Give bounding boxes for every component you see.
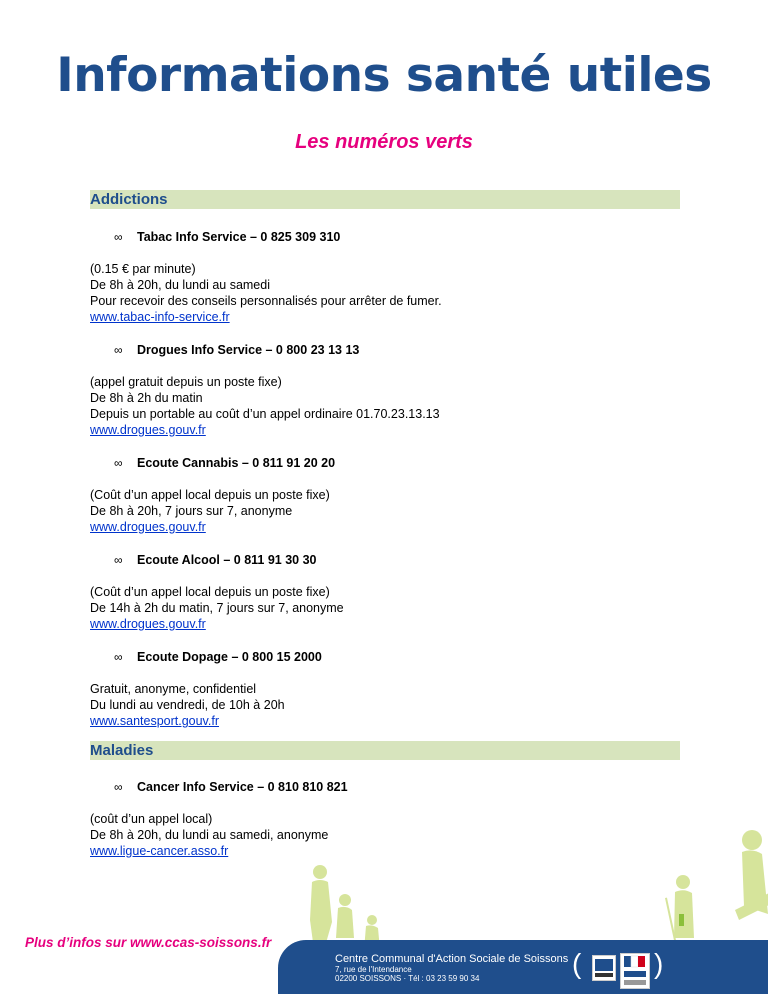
entry-title: Ecoute Alcool – 0 811 91 30 30 — [137, 553, 317, 567]
entry-title: Tabac Info Service – 0 825 309 310 — [137, 230, 341, 244]
entry-link[interactable]: www.drogues.gouv.fr — [90, 617, 206, 631]
entry-title: Drogues Info Service – 0 800 23 13 13 — [137, 343, 360, 357]
entry-title: Cancer Info Service – 0 810 810 821 — [137, 780, 348, 794]
entry-alcool — [90, 552, 680, 632]
entry-line: De 8h à 20h, du lundi au samedi — [90, 278, 270, 292]
entry-line: (0.15 € par minute) — [90, 262, 196, 276]
entry-line: (Coût d’un appel local depuis un poste fixe) — [90, 488, 330, 502]
bullet-icon: ∞ — [114, 343, 123, 357]
entry-line: De 8h à 2h du matin — [90, 391, 203, 405]
bracket-right-icon: ) — [654, 948, 664, 979]
entry-line: Depuis un portable au coût d’un appel ordinaire 01.70.23.13.13 — [90, 407, 440, 421]
entry-line: (appel gratuit depuis un poste fixe) — [90, 375, 282, 389]
entry-line: Pour recevoir des conseils personnalisés pour arrêter de fumer. — [90, 294, 442, 308]
entry-line: De 8h à 20h, 7 jours sur 7, anonyme — [90, 504, 293, 518]
bullet-icon: ∞ — [114, 230, 123, 244]
entry-line: De 8h à 20h, du lundi au samedi, anonyme — [90, 828, 329, 842]
page-subtitle: Les numéros verts — [295, 131, 473, 153]
bullet-icon: ∞ — [114, 650, 123, 664]
entry-link[interactable]: www.drogues.gouv.fr — [90, 423, 206, 437]
republique-logo-icon — [620, 953, 650, 989]
entry-cannabis — [90, 455, 680, 535]
entry-title: Ecoute Dopage – 0 800 15 2000 — [137, 650, 322, 664]
entry-title: Ecoute Cannabis – 0 811 91 20 20 — [137, 456, 336, 470]
entry-line: (coût d’un appel local) — [90, 812, 213, 826]
footer-address-line: 02200 SOISSONS · Tél : 03 23 59 90 34 — [335, 974, 480, 983]
bracket-left-icon: ( — [572, 948, 582, 979]
entry-line: Gratuit, anonyme, confidentiel — [90, 682, 257, 696]
footer-address-line: 7, rue de l'Intendance — [335, 965, 412, 974]
soissons-logo-icon — [592, 955, 616, 981]
bullet-icon: ∞ — [114, 553, 123, 567]
page-title: Informations santé utiles — [56, 48, 712, 103]
decorative-silhouettes — [0, 810, 768, 950]
entry-line: Du lundi au vendredi, de 10h à 20h — [90, 698, 285, 712]
bullet-icon: ∞ — [114, 780, 123, 794]
bullet-icon: ∞ — [114, 456, 123, 470]
entry-link[interactable]: www.santesport.gouv.fr — [90, 714, 219, 728]
entry-link[interactable]: www.tabac-info-service.fr — [90, 310, 230, 324]
entry-tabac — [90, 229, 680, 325]
entry-line: De 14h à 2h du matin, 7 jours sur 7, anonyme — [90, 601, 344, 615]
footer-org-name: Centre Communal d'Action Sociale de Soissons — [335, 953, 569, 965]
entry-line: (Coût d’un appel local depuis un poste fixe) — [90, 585, 330, 599]
entry-link[interactable]: www.drogues.gouv.fr — [90, 520, 206, 534]
footer-website-link[interactable]: Plus d’infos sur www.ccas-soissons.fr — [25, 935, 272, 950]
entry-dopage — [90, 649, 680, 729]
entry-drogues — [90, 342, 680, 438]
entry-link[interactable]: www.ligue-cancer.asso.fr — [90, 844, 229, 858]
section-heading-addictions: Addictions — [90, 190, 680, 209]
section-heading-maladies: Maladies — [90, 741, 680, 760]
content — [90, 190, 680, 859]
